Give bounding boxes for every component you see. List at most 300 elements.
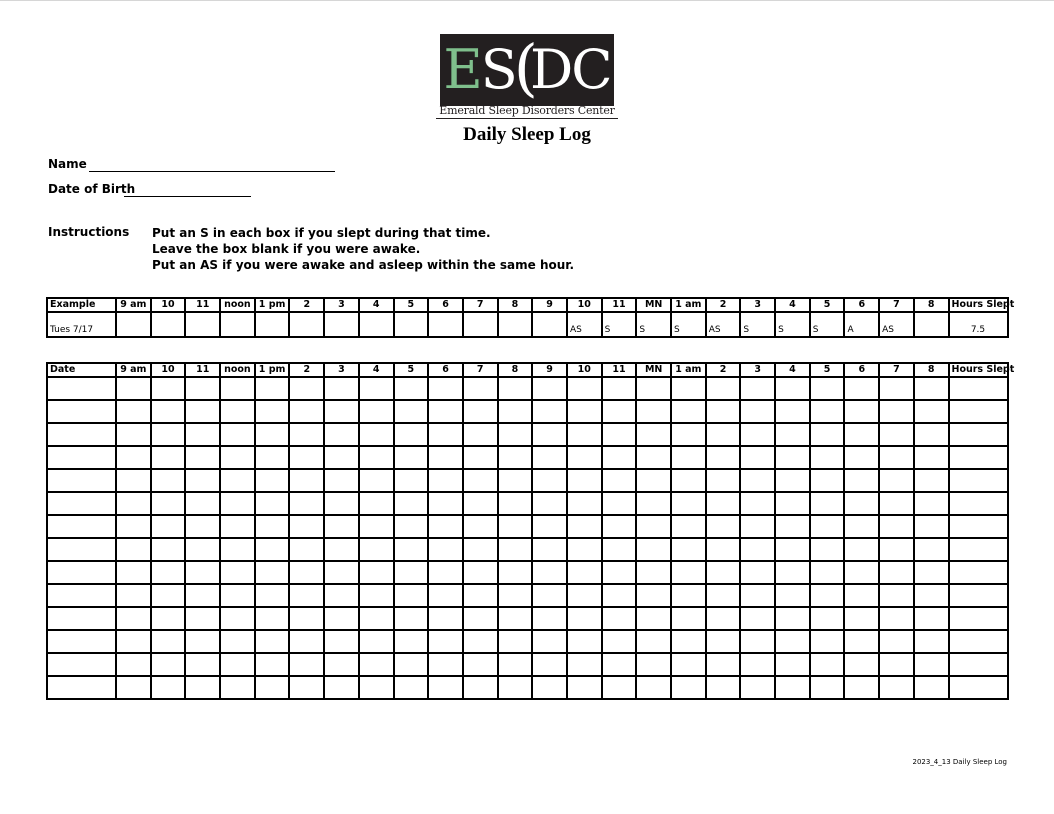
log-hour-cell[interactable]: [844, 515, 879, 538]
log-hour-cell[interactable]: [220, 676, 255, 699]
log-hour-cell[interactable]: [255, 377, 290, 400]
log-hour-cell[interactable]: [185, 400, 220, 423]
log-hour-cell[interactable]: [220, 400, 255, 423]
log-hour-cell[interactable]: [810, 423, 845, 446]
log-date-cell[interactable]: [47, 561, 116, 584]
log-hour-cell[interactable]: [532, 515, 567, 538]
log-hour-cell[interactable]: [394, 377, 429, 400]
log-hour-cell[interactable]: [185, 584, 220, 607]
log-hour-cell[interactable]: [844, 377, 879, 400]
log-hour-cell[interactable]: [844, 492, 879, 515]
log-hour-cell[interactable]: [844, 400, 879, 423]
log-hour-cell[interactable]: [394, 515, 429, 538]
log-hour-cell[interactable]: [740, 676, 775, 699]
log-hour-cell[interactable]: [324, 584, 359, 607]
log-hours-slept-cell[interactable]: [949, 492, 1008, 515]
log-hour-cell[interactable]: [671, 584, 706, 607]
log-hour-cell[interactable]: [740, 515, 775, 538]
log-hour-cell[interactable]: [810, 561, 845, 584]
log-hour-cell[interactable]: [567, 446, 602, 469]
log-hour-cell[interactable]: [428, 377, 463, 400]
log-hour-cell[interactable]: [844, 676, 879, 699]
log-hour-cell[interactable]: [498, 469, 533, 492]
log-hour-cell[interactable]: [394, 676, 429, 699]
log-hour-cell[interactable]: [220, 561, 255, 584]
log-hour-cell[interactable]: [844, 607, 879, 630]
log-hour-cell[interactable]: [289, 630, 324, 653]
log-hour-cell[interactable]: [324, 607, 359, 630]
log-hour-cell[interactable]: [775, 469, 810, 492]
log-date-cell[interactable]: [47, 515, 116, 538]
log-hour-cell[interactable]: [498, 607, 533, 630]
log-hour-cell[interactable]: [151, 492, 186, 515]
log-hour-cell[interactable]: [185, 515, 220, 538]
log-hour-cell[interactable]: [914, 492, 949, 515]
log-hour-cell[interactable]: [567, 423, 602, 446]
log-hour-cell[interactable]: [359, 561, 394, 584]
log-hours-slept-cell[interactable]: [949, 676, 1008, 699]
log-hour-cell[interactable]: [775, 423, 810, 446]
log-hour-cell[interactable]: [498, 377, 533, 400]
log-hour-cell[interactable]: [463, 446, 498, 469]
log-hour-cell[interactable]: [289, 676, 324, 699]
log-hour-cell[interactable]: [116, 630, 151, 653]
log-hour-cell[interactable]: [394, 630, 429, 653]
log-hour-cell[interactable]: [602, 423, 637, 446]
log-hour-cell[interactable]: [636, 377, 671, 400]
log-hour-cell[interactable]: [775, 492, 810, 515]
log-hour-cell[interactable]: [602, 400, 637, 423]
log-hour-cell[interactable]: [116, 676, 151, 699]
log-hour-cell[interactable]: [879, 538, 914, 561]
log-hour-cell[interactable]: [324, 469, 359, 492]
log-hour-cell[interactable]: [810, 584, 845, 607]
log-hour-cell[interactable]: [255, 561, 290, 584]
log-hour-cell[interactable]: [602, 538, 637, 561]
log-hour-cell[interactable]: [428, 561, 463, 584]
log-hour-cell[interactable]: [394, 584, 429, 607]
log-hour-cell[interactable]: [463, 630, 498, 653]
log-hour-cell[interactable]: [844, 630, 879, 653]
log-hour-cell[interactable]: [289, 515, 324, 538]
log-hour-cell[interactable]: [289, 584, 324, 607]
log-hour-cell[interactable]: [289, 561, 324, 584]
log-hour-cell[interactable]: [671, 630, 706, 653]
log-hour-cell[interactable]: [775, 446, 810, 469]
log-hour-cell[interactable]: [185, 607, 220, 630]
log-hour-cell[interactable]: [810, 446, 845, 469]
log-hour-cell[interactable]: [636, 676, 671, 699]
log-hour-cell[interactable]: [671, 676, 706, 699]
log-hour-cell[interactable]: [151, 423, 186, 446]
log-hour-cell[interactable]: [914, 446, 949, 469]
log-hour-cell[interactable]: [775, 676, 810, 699]
log-hour-cell[interactable]: [879, 607, 914, 630]
log-hour-cell[interactable]: [602, 607, 637, 630]
log-hour-cell[interactable]: [151, 653, 186, 676]
log-hour-cell[interactable]: [879, 469, 914, 492]
log-hour-cell[interactable]: [567, 377, 602, 400]
log-hour-cell[interactable]: [706, 400, 741, 423]
dob-field[interactable]: [124, 196, 251, 197]
log-hour-cell[interactable]: [116, 469, 151, 492]
log-hour-cell[interactable]: [116, 515, 151, 538]
log-hour-cell[interactable]: [706, 538, 741, 561]
log-hour-cell[interactable]: [914, 515, 949, 538]
log-hour-cell[interactable]: [185, 446, 220, 469]
log-hour-cell[interactable]: [914, 377, 949, 400]
log-hour-cell[interactable]: [116, 561, 151, 584]
log-hour-cell[interactable]: [775, 584, 810, 607]
log-hour-cell[interactable]: [567, 676, 602, 699]
log-hour-cell[interactable]: [914, 676, 949, 699]
log-hour-cell[interactable]: [498, 584, 533, 607]
log-hour-cell[interactable]: [324, 515, 359, 538]
log-hour-cell[interactable]: [359, 653, 394, 676]
log-hour-cell[interactable]: [463, 653, 498, 676]
log-hour-cell[interactable]: [394, 561, 429, 584]
log-hour-cell[interactable]: [567, 584, 602, 607]
log-hour-cell[interactable]: [428, 584, 463, 607]
log-hour-cell[interactable]: [879, 515, 914, 538]
log-hour-cell[interactable]: [289, 607, 324, 630]
log-hour-cell[interactable]: [740, 377, 775, 400]
log-hour-cell[interactable]: [463, 492, 498, 515]
log-hour-cell[interactable]: [706, 630, 741, 653]
log-hour-cell[interactable]: [636, 561, 671, 584]
log-hours-slept-cell[interactable]: [949, 515, 1008, 538]
log-hour-cell[interactable]: [394, 423, 429, 446]
log-hour-cell[interactable]: [324, 630, 359, 653]
log-hour-cell[interactable]: [463, 377, 498, 400]
log-hour-cell[interactable]: [740, 492, 775, 515]
log-hours-slept-cell[interactable]: [949, 423, 1008, 446]
log-hour-cell[interactable]: [636, 607, 671, 630]
log-hour-cell[interactable]: [532, 561, 567, 584]
log-hour-cell[interactable]: [602, 446, 637, 469]
log-hour-cell[interactable]: [810, 607, 845, 630]
log-hour-cell[interactable]: [636, 469, 671, 492]
log-hour-cell[interactable]: [220, 423, 255, 446]
log-hour-cell[interactable]: [255, 584, 290, 607]
log-hour-cell[interactable]: [394, 446, 429, 469]
log-hour-cell[interactable]: [428, 515, 463, 538]
log-hour-cell[interactable]: [879, 423, 914, 446]
log-hour-cell[interactable]: [289, 446, 324, 469]
log-date-cell[interactable]: [47, 653, 116, 676]
log-hour-cell[interactable]: [463, 584, 498, 607]
log-date-cell[interactable]: [47, 584, 116, 607]
log-hour-cell[interactable]: [220, 584, 255, 607]
log-hour-cell[interactable]: [706, 676, 741, 699]
log-hour-cell[interactable]: [498, 538, 533, 561]
log-hour-cell[interactable]: [602, 584, 637, 607]
log-hours-slept-cell[interactable]: [949, 584, 1008, 607]
log-hour-cell[interactable]: [359, 469, 394, 492]
log-hour-cell[interactable]: [185, 492, 220, 515]
log-hours-slept-cell[interactable]: [949, 561, 1008, 584]
log-hour-cell[interactable]: [602, 630, 637, 653]
log-hour-cell[interactable]: [532, 584, 567, 607]
log-hour-cell[interactable]: [740, 630, 775, 653]
log-hour-cell[interactable]: [706, 423, 741, 446]
log-hour-cell[interactable]: [879, 561, 914, 584]
log-hour-cell[interactable]: [220, 492, 255, 515]
log-hour-cell[interactable]: [220, 630, 255, 653]
log-hour-cell[interactable]: [636, 538, 671, 561]
log-hour-cell[interactable]: [151, 515, 186, 538]
log-hour-cell[interactable]: [879, 653, 914, 676]
log-hour-cell[interactable]: [255, 538, 290, 561]
log-hour-cell[interactable]: [810, 653, 845, 676]
log-hour-cell[interactable]: [914, 561, 949, 584]
log-hour-cell[interactable]: [636, 446, 671, 469]
log-hour-cell[interactable]: [671, 377, 706, 400]
log-hour-cell[interactable]: [359, 538, 394, 561]
log-hours-slept-cell[interactable]: [949, 538, 1008, 561]
log-hour-cell[interactable]: [671, 492, 706, 515]
log-hour-cell[interactable]: [463, 561, 498, 584]
log-hour-cell[interactable]: [810, 538, 845, 561]
log-hour-cell[interactable]: [324, 446, 359, 469]
log-hour-cell[interactable]: [324, 653, 359, 676]
log-hour-cell[interactable]: [498, 653, 533, 676]
log-hour-cell[interactable]: [844, 653, 879, 676]
log-hour-cell[interactable]: [671, 538, 706, 561]
log-hour-cell[interactable]: [810, 676, 845, 699]
log-hour-cell[interactable]: [428, 607, 463, 630]
log-hour-cell[interactable]: [532, 630, 567, 653]
log-hour-cell[interactable]: [567, 538, 602, 561]
log-hour-cell[interactable]: [116, 400, 151, 423]
log-hour-cell[interactable]: [567, 469, 602, 492]
log-hour-cell[interactable]: [324, 377, 359, 400]
log-hour-cell[interactable]: [636, 400, 671, 423]
log-hour-cell[interactable]: [879, 377, 914, 400]
log-hour-cell[interactable]: [116, 584, 151, 607]
log-hour-cell[interactable]: [428, 469, 463, 492]
log-hour-cell[interactable]: [532, 538, 567, 561]
log-hour-cell[interactable]: [602, 676, 637, 699]
log-hour-cell[interactable]: [151, 630, 186, 653]
log-hour-cell[interactable]: [810, 630, 845, 653]
log-hour-cell[interactable]: [116, 653, 151, 676]
log-hour-cell[interactable]: [706, 377, 741, 400]
log-hour-cell[interactable]: [671, 561, 706, 584]
log-hours-slept-cell[interactable]: [949, 377, 1008, 400]
log-hours-slept-cell[interactable]: [949, 400, 1008, 423]
log-hour-cell[interactable]: [740, 469, 775, 492]
log-hour-cell[interactable]: [810, 492, 845, 515]
log-hour-cell[interactable]: [602, 653, 637, 676]
log-hour-cell[interactable]: [185, 469, 220, 492]
log-hour-cell[interactable]: [706, 561, 741, 584]
log-hour-cell[interactable]: [394, 469, 429, 492]
log-hour-cell[interactable]: [289, 653, 324, 676]
log-hour-cell[interactable]: [463, 676, 498, 699]
log-hour-cell[interactable]: [602, 561, 637, 584]
log-hour-cell[interactable]: [255, 676, 290, 699]
log-hour-cell[interactable]: [671, 400, 706, 423]
log-hour-cell[interactable]: [428, 538, 463, 561]
log-hour-cell[interactable]: [498, 423, 533, 446]
log-hour-cell[interactable]: [220, 653, 255, 676]
log-hour-cell[interactable]: [394, 653, 429, 676]
log-hour-cell[interactable]: [706, 446, 741, 469]
log-hour-cell[interactable]: [775, 538, 810, 561]
log-hour-cell[interactable]: [671, 446, 706, 469]
log-hour-cell[interactable]: [775, 607, 810, 630]
log-hour-cell[interactable]: [116, 538, 151, 561]
log-hour-cell[interactable]: [706, 653, 741, 676]
log-hour-cell[interactable]: [602, 515, 637, 538]
log-hour-cell[interactable]: [394, 538, 429, 561]
log-hour-cell[interactable]: [428, 492, 463, 515]
log-date-cell[interactable]: [47, 469, 116, 492]
log-hour-cell[interactable]: [810, 400, 845, 423]
log-hour-cell[interactable]: [324, 423, 359, 446]
log-hour-cell[interactable]: [914, 630, 949, 653]
log-hour-cell[interactable]: [775, 630, 810, 653]
log-hour-cell[interactable]: [220, 446, 255, 469]
log-hour-cell[interactable]: [636, 515, 671, 538]
log-hour-cell[interactable]: [567, 561, 602, 584]
log-hour-cell[interactable]: [498, 400, 533, 423]
log-hour-cell[interactable]: [636, 492, 671, 515]
log-hour-cell[interactable]: [116, 607, 151, 630]
log-hour-cell[interactable]: [914, 653, 949, 676]
log-hour-cell[interactable]: [151, 538, 186, 561]
log-hour-cell[interactable]: [428, 630, 463, 653]
log-hour-cell[interactable]: [740, 400, 775, 423]
log-hour-cell[interactable]: [844, 584, 879, 607]
log-hour-cell[interactable]: [498, 515, 533, 538]
name-field[interactable]: [89, 171, 335, 172]
log-hour-cell[interactable]: [428, 676, 463, 699]
log-hours-slept-cell[interactable]: [949, 469, 1008, 492]
log-date-cell[interactable]: [47, 538, 116, 561]
log-hour-cell[interactable]: [289, 400, 324, 423]
log-hour-cell[interactable]: [359, 607, 394, 630]
log-hour-cell[interactable]: [844, 561, 879, 584]
log-hour-cell[interactable]: [185, 676, 220, 699]
log-hour-cell[interactable]: [914, 607, 949, 630]
log-hour-cell[interactable]: [740, 423, 775, 446]
log-hour-cell[interactable]: [879, 630, 914, 653]
log-hour-cell[interactable]: [185, 377, 220, 400]
log-hour-cell[interactable]: [394, 492, 429, 515]
log-hour-cell[interactable]: [914, 538, 949, 561]
log-hour-cell[interactable]: [324, 400, 359, 423]
log-hour-cell[interactable]: [532, 400, 567, 423]
log-hour-cell[interactable]: [463, 469, 498, 492]
log-hour-cell[interactable]: [636, 630, 671, 653]
log-hour-cell[interactable]: [359, 676, 394, 699]
log-hour-cell[interactable]: [914, 584, 949, 607]
log-hour-cell[interactable]: [602, 377, 637, 400]
log-hour-cell[interactable]: [740, 584, 775, 607]
log-hour-cell[interactable]: [706, 515, 741, 538]
log-hour-cell[interactable]: [359, 515, 394, 538]
log-hour-cell[interactable]: [567, 492, 602, 515]
log-hour-cell[interactable]: [359, 584, 394, 607]
log-hour-cell[interactable]: [289, 469, 324, 492]
log-hour-cell[interactable]: [532, 423, 567, 446]
log-hour-cell[interactable]: [532, 446, 567, 469]
log-hour-cell[interactable]: [220, 607, 255, 630]
log-hour-cell[interactable]: [498, 561, 533, 584]
log-hour-cell[interactable]: [185, 653, 220, 676]
log-hour-cell[interactable]: [879, 400, 914, 423]
log-hour-cell[interactable]: [463, 538, 498, 561]
log-hour-cell[interactable]: [532, 377, 567, 400]
log-hour-cell[interactable]: [775, 400, 810, 423]
log-hour-cell[interactable]: [255, 653, 290, 676]
log-hour-cell[interactable]: [359, 492, 394, 515]
log-hour-cell[interactable]: [706, 584, 741, 607]
log-hour-cell[interactable]: [636, 584, 671, 607]
log-hour-cell[interactable]: [151, 676, 186, 699]
log-date-cell[interactable]: [47, 676, 116, 699]
log-hour-cell[interactable]: [498, 676, 533, 699]
log-hour-cell[interactable]: [532, 653, 567, 676]
log-hour-cell[interactable]: [116, 423, 151, 446]
log-hour-cell[interactable]: [151, 377, 186, 400]
log-hour-cell[interactable]: [636, 653, 671, 676]
log-hour-cell[interactable]: [844, 423, 879, 446]
log-hour-cell[interactable]: [740, 607, 775, 630]
log-hour-cell[interactable]: [810, 377, 845, 400]
log-hour-cell[interactable]: [289, 423, 324, 446]
log-hour-cell[interactable]: [671, 469, 706, 492]
log-hour-cell[interactable]: [394, 607, 429, 630]
log-hour-cell[interactable]: [914, 400, 949, 423]
log-date-cell[interactable]: [47, 377, 116, 400]
log-hours-slept-cell[interactable]: [949, 446, 1008, 469]
log-hour-cell[interactable]: [324, 538, 359, 561]
log-hour-cell[interactable]: [255, 423, 290, 446]
log-hour-cell[interactable]: [324, 492, 359, 515]
log-hour-cell[interactable]: [810, 469, 845, 492]
log-hour-cell[interactable]: [879, 446, 914, 469]
log-hour-cell[interactable]: [116, 446, 151, 469]
log-hour-cell[interactable]: [775, 515, 810, 538]
log-hour-cell[interactable]: [185, 630, 220, 653]
log-hour-cell[interactable]: [220, 538, 255, 561]
log-hour-cell[interactable]: [567, 630, 602, 653]
log-hour-cell[interactable]: [220, 469, 255, 492]
log-hour-cell[interactable]: [324, 676, 359, 699]
log-hour-cell[interactable]: [879, 492, 914, 515]
log-hour-cell[interactable]: [220, 377, 255, 400]
log-hour-cell[interactable]: [532, 607, 567, 630]
log-hour-cell[interactable]: [359, 400, 394, 423]
log-hour-cell[interactable]: [671, 423, 706, 446]
log-date-cell[interactable]: [47, 607, 116, 630]
log-hour-cell[interactable]: [255, 492, 290, 515]
log-hour-cell[interactable]: [185, 538, 220, 561]
log-hour-cell[interactable]: [602, 469, 637, 492]
log-hour-cell[interactable]: [359, 630, 394, 653]
log-hour-cell[interactable]: [255, 400, 290, 423]
log-hour-cell[interactable]: [671, 653, 706, 676]
log-hour-cell[interactable]: [602, 492, 637, 515]
log-date-cell[interactable]: [47, 492, 116, 515]
log-hour-cell[interactable]: [151, 607, 186, 630]
log-hour-cell[interactable]: [740, 446, 775, 469]
log-hour-cell[interactable]: [567, 653, 602, 676]
log-hour-cell[interactable]: [116, 492, 151, 515]
